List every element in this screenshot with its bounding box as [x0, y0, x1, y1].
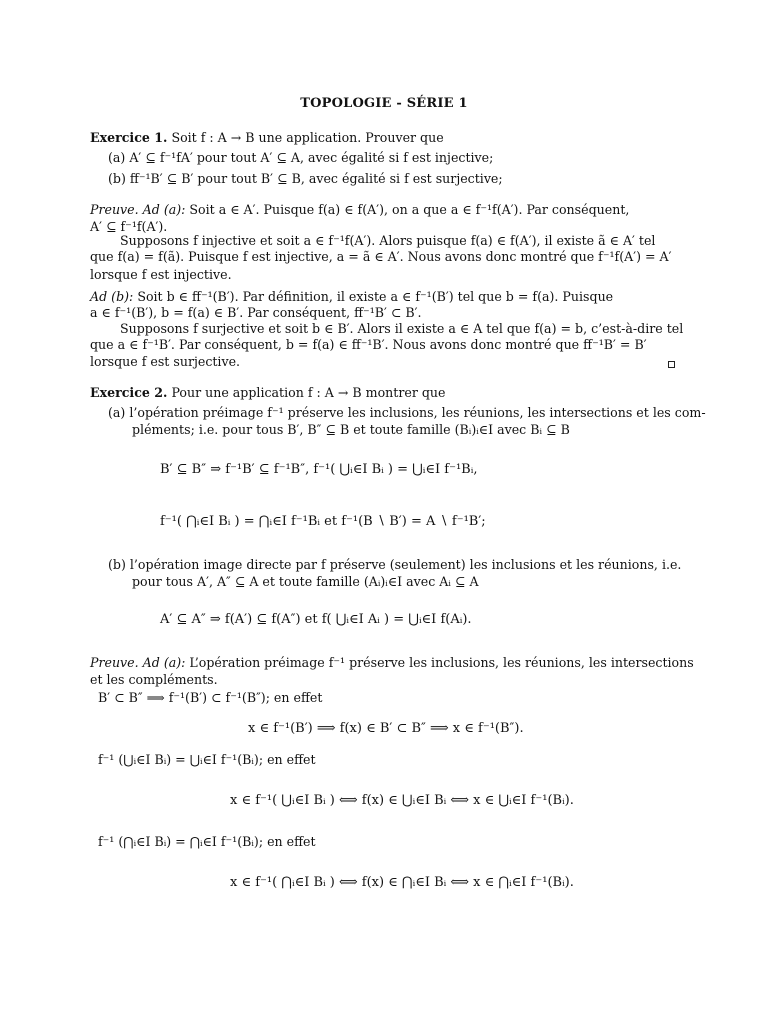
proof-1-preuve: Preuve.: [90, 202, 139, 217]
proof-1-line-5: lorsque f est injective.: [90, 267, 232, 282]
equation-5: x ∈ f⁻¹( ⋃ᵢ∈I Bᵢ ) ⟺ f(x) ∈ ⋃ᵢ∈I Bᵢ ⟺ x ∈ ⋃ᵢ∈I f⁻¹(Bᵢ).: [230, 793, 574, 808]
proof-2-text-1: L’opération préimage f⁻¹ préserve les inclusions, les réunions, les intersections: [189, 655, 694, 670]
proof-1-ad-a: Ad (a):: [142, 202, 186, 217]
exercise-2-item-b-line-2: pour tous A′, A″ ⊆ A et toute famille (Aᵢ)ᵢ∈I avec Aᵢ ⊆ A: [132, 574, 479, 589]
proof-1-line-1: [90, 204, 629, 217]
proof-1-ad-b: Ad (b):: [90, 289, 134, 304]
exercise-1-item-a: (a) A′ ⊆ f⁻¹fA′ pour tout A′ ⊆ A, avec égalité si f est injective;: [108, 150, 494, 165]
proof-2-preuve: Preuve.: [90, 655, 139, 670]
exercise-2-item-a-line-1: (a) l’opération préimage f⁻¹ préserve les inclusions, les réunions, les intersections et les com-: [108, 405, 706, 420]
exercise-1-item-b: (b) ff⁻¹B′ ⊆ B′ pour tout B′ ⊆ B, avec égalité si f est surjective;: [108, 171, 503, 186]
qed-square-icon: [668, 361, 675, 368]
proof-1-line-3: Supposons f injective et soit a ∈ f⁻¹f(A′). Alors puisque f(a) ∈ f(A′), il existe ã ∈ A′ tel: [120, 233, 656, 248]
proof-1-line-6: [90, 291, 613, 304]
proof-1-line-9: que a ∈ f⁻¹B′. Par conséquent, b = f(a) ∈ ff⁻¹B′. Nous avons donc montré que ff⁻¹B′ = B′: [90, 337, 647, 352]
exercise-2-heading: [90, 387, 445, 400]
equation-6: x ∈ f⁻¹( ⋂ᵢ∈I Bᵢ ) ⟺ f(x) ∈ ⋂ᵢ∈I Bᵢ ⟺ x ∈ ⋂ᵢ∈I f⁻¹(Bᵢ).: [230, 875, 574, 890]
equation-2: f⁻¹( ⋂ᵢ∈I Bᵢ ) = ⋂ᵢ∈I f⁻¹Bᵢ et f⁻¹(B ∖ B′) = A ∖ f⁻¹B′;: [160, 514, 486, 529]
proof-1-line-2: A′ ⊆ f⁻¹f(A′).: [90, 219, 168, 234]
exercise-1-intro: Soit f : A → B une application. Prouver que: [171, 130, 444, 145]
proof-2-line-3: B′ ⊂ B″ ⟹ f⁻¹(B′) ⊂ f⁻¹(B″); en effet: [98, 690, 323, 705]
equation-3: A′ ⊆ A″ ⇒ f(A′) ⊆ f(A″) et f( ⋃ᵢ∈I Aᵢ ) = ⋃ᵢ∈I f(Aᵢ).: [160, 612, 472, 627]
proof-2-ad-a: Ad (a):: [142, 655, 186, 670]
proof-1-text-1: Soit a ∈ A′. Puisque f(a) ∈ f(A′), on a que a ∈ f⁻¹f(A′). Par conséquent,: [189, 202, 630, 217]
proof-1-line-4: que f(a) = f(ã). Puisque f est injective, a = ã ∈ A′. Nous avons donc montré que f⁻¹f(A′) = A′: [90, 249, 672, 264]
proof-1-line-10: lorsque f est surjective.: [90, 354, 241, 369]
exercise-2-intro: Pour une application f : A → B montrer que: [171, 385, 446, 400]
page-title: TOPOLOGIE - SÉRIE 1: [300, 96, 468, 111]
exercise-2-label: Exercice 2.: [90, 385, 168, 400]
proof-2-line-5: f⁻¹ (⋂ᵢ∈I Bᵢ) = ⋂ᵢ∈I f⁻¹(Bᵢ); en effet: [98, 834, 316, 849]
exercise-1-label: Exercice 1.: [90, 130, 168, 145]
equation-4: x ∈ f⁻¹(B′) ⟹ f(x) ∈ B′ ⊂ B″ ⟹ x ∈ f⁻¹(B″).: [248, 721, 524, 736]
exercise-2-item-a-line-2: pléments; i.e. pour tous B′, B″ ⊆ B et toute famille (Bᵢ)ᵢ∈I avec Bᵢ ⊆ B: [132, 422, 570, 437]
proof-2-line-4: f⁻¹ (⋃ᵢ∈I Bᵢ) = ⋃ᵢ∈I f⁻¹(Bᵢ); en effet: [98, 752, 316, 767]
exercise-2-item-b-line-1: (b) l’opération image directe par f préserve (seulement) les inclusions et les réunions, i.e.: [108, 557, 682, 572]
proof-1-line-8: Supposons f surjective et soit b ∈ B′. Alors il existe a ∈ A tel que f(a) = b, c’est-à-dire tel: [120, 321, 684, 336]
proof-2-line-2: et les compléments.: [90, 672, 218, 687]
exercise-1-heading: [90, 132, 444, 145]
proof-1-line-7: a ∈ f⁻¹(B′), b = f(a) ∈ B′. Par conséquent, ff⁻¹B′ ⊂ B′.: [90, 305, 422, 320]
equation-1: B′ ⊆ B″ ⇒ f⁻¹B′ ⊆ f⁻¹B″, f⁻¹( ⋃ᵢ∈I Bᵢ ) = ⋃ᵢ∈I f⁻¹Bᵢ,: [160, 462, 478, 477]
proof-1-text-6: Soit b ∈ ff⁻¹(B′). Par définition, il existe a ∈ f⁻¹(B′) tel que b = f(a). Puisque: [137, 289, 614, 304]
proof-2-line-1: [90, 657, 694, 670]
